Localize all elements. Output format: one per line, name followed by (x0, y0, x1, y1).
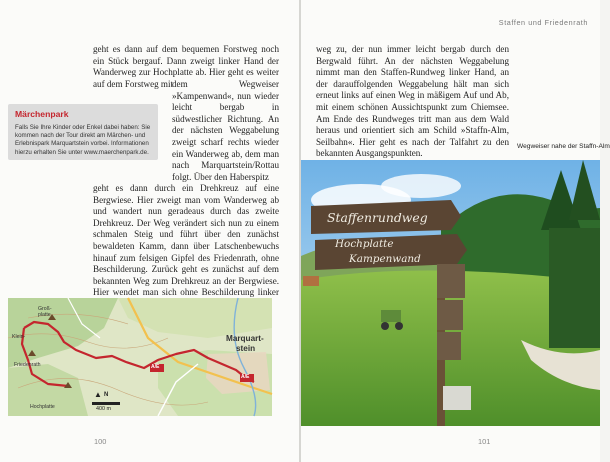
left-page (0, 0, 299, 462)
sidebar-body: Falls Sie Ihre Kinder oder Enkel dabei haben: Sie kommen nach der Tour direkt am Märchen- und Erlebnispark Marquartstein vorbei. Informationen hierzu erhalten Sie unter www.maerchenpark.de. (15, 124, 151, 156)
right-page (301, 0, 610, 462)
sidebar-title: Märchenpark (15, 109, 69, 119)
sign-hochplatte: Hochplatte (335, 238, 394, 250)
map-label-marquartstein: Marquart- (226, 334, 264, 343)
body-text-top: geht es dann auf dem bequemen Forstweg noch ein Stück bergauf. Dann zweigt linker Hand der Wanderweg zur Hochplatte ab. Hier geht es weiter auf dem Forstweg mit (93, 44, 279, 89)
photo-caption: Wegweiser nahe der Staffn-Alm (517, 143, 610, 150)
map-marker-start: A/E (151, 364, 160, 370)
map-marker-end: A/E (241, 374, 250, 380)
map-north-label: N (104, 392, 109, 398)
body-text-right: weg zu, der nun immer leicht bergab durch den Bergwald führt. An der nächsten Weggabelung nimmt man den Staffen-Rundweg linker Hand, an der darauffolgenden Weggabelung hält man sich erneut links auf einen Weg in mäßigem Auf und Ab, mit einem schönen Aussichtspunkt zum Chiemsee. Am Ende des Rundweges tritt man aus dem Wald heraus und orientiert sich am Schild »Staffn-Alm, Seilbahn«. Hier geht es nach der Talfahrt zu den bekannten Ausgangspunkten. (316, 44, 509, 159)
map-label-gross-2: platte (38, 312, 51, 318)
body-text-bottom: geht es dann durch ein Drehkreuz auf eine Bergwiese. Hier zweigt man vom Wanderweg ab und wandert nun geradeaus durch das zweite Drehkreuz. Der Weg verändert sich nun zu einem schmalen Steig und führt über den zunächst bewaldeten Kamm, dann über Latschenbewuchs hinauf zum felsigen Gipfel des Friedenrath, ohne Beschilderung. Zurück geht es zunächst auf dem bekannten Weg zum Drehkreuz an der Bergwiese. Hier wendet man sich ohne Beschilderung linker (93, 183, 279, 298)
map-label-gross: Groß- (38, 306, 52, 312)
signpost-photo (301, 160, 600, 426)
map-label-friedenrath: Friedenrath (14, 362, 41, 368)
route-map (8, 298, 272, 416)
page-number-right: 101 (478, 437, 491, 446)
page-number-left: 100 (94, 437, 107, 446)
map-label-marquartstein-2: stein (236, 344, 256, 353)
sign-staffenrundweg: Staffenrundweg (327, 210, 428, 225)
sidebar-box (8, 104, 158, 160)
map-scale-label: 400 m (96, 406, 111, 412)
running-head: Staffen und Friedenrath (498, 18, 588, 27)
sign-kampenwand: Kampenwand (349, 253, 421, 265)
photo-graphic (301, 160, 600, 426)
map-label-hochplatte: Hochplatte (30, 404, 55, 410)
map-scale-bar (92, 402, 120, 405)
north-arrow-icon: ▲ (94, 390, 102, 399)
body-text-wrap: dem Wegweiser »Kampenwand«, nun wieder leicht bergab in südwestlicher Richtung. An der nächsten Weggabelung zweigt scharf rechts wieder ein Wanderweg ab, dem man nach Marquartstein/Rottau folgt. Über den Haberspitz (172, 79, 279, 182)
map-label-klein: Klein- (12, 334, 26, 340)
